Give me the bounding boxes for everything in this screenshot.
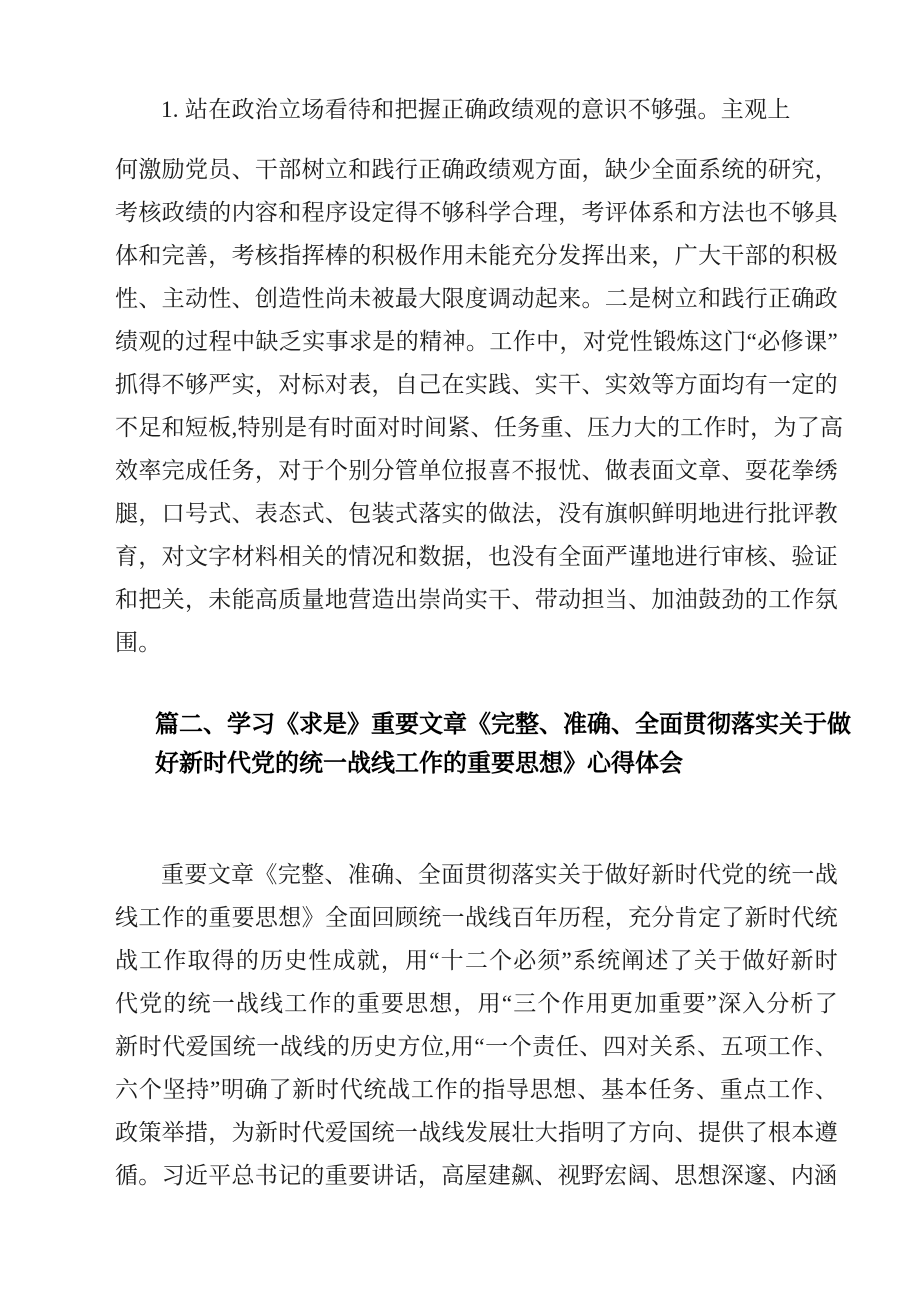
text-line: 抓得不够严实，对标对表，自己在实践、实干、实效等方面均有一定的 [115, 372, 838, 397]
text-line: 体和完善，考核指挥棒的积极作用未能充分发挥出来，广大干部的积极 [115, 243, 838, 268]
text-line: 重要文章《完整、准确、全面贯彻落实关于做好新时代党的统一战 [161, 862, 838, 887]
text-line: 不足和短板,特别是有时面对时间紧、任务重、压力大的工作时，为了高 [115, 415, 844, 440]
text-line: 好新时代党的统一战线工作的重要思想》心得体会 [155, 750, 683, 777]
text-line: 政策举措，为新时代爱国统一战线发展壮大指明了方向、提供了根本遵 [115, 1120, 838, 1145]
section-heading-pian-er [115, 705, 851, 783]
text-line: 围。 [115, 630, 162, 655]
text-line: 育，对文字材料相关的情况和数据，也没有全面严谨地进行审核、验证 [115, 544, 838, 569]
text-line: 代党的统一战线工作的重要思想，用“三个作用更加重要”深入分析了 [115, 991, 838, 1016]
text-line: 腿，口号式、表态式、包装式落实的做法，没有旗帜鲜明地进行批评教 [115, 501, 838, 526]
text-line: 何激励党员、干部树立和践行正确政绩观方面，缺少全面系统的研究， [115, 157, 838, 182]
paragraph-body-2 [115, 853, 838, 1197]
text-line: 考核政绩的内容和程序设定得不够科学合理，考评体系和方法也不够具 [115, 200, 838, 225]
text-line: 篇二、学习《求是》重要文章《完整、准确、全面贯彻落实关于做 [155, 711, 851, 738]
text-line: 线工作的重要思想》全面回顾统一战线百年历程，充分肯定了新时代统 [115, 905, 838, 930]
text-line: 六个坚持”明确了新时代统战工作的指导思想、基本任务、重点工作、 [115, 1077, 838, 1102]
text-line: 效率完成任务，对于个别分管单位报喜不报忧、做表面文章、耍花拳绣 [115, 458, 838, 483]
text-line: 循。习近平总书记的重要讲话，高屋建飙、视野宏阔、思想深邃、内涵 [115, 1163, 838, 1188]
paragraph-numbered-point-1 [115, 88, 838, 131]
text-line: 1. 站在政治立场看待和把握正确政绩观的意识不够强。主观上 [161, 97, 791, 122]
text-line: 战工作取得的历史性成就，用“十二个必须”系统阐述了关于做好新时 [115, 948, 838, 973]
paragraph-body-1 [115, 148, 844, 664]
text-line: 绩观的过程中缺乏实事求是的精神。工作中，对党性锻炼这门“必修课” [115, 329, 838, 354]
text-line: 性、主动性、创造性尚未被最大限度调动起来。二是树立和践行正确政 [115, 286, 838, 311]
text-line: 新时代爱国统一战线的历史方位,用“一个责任、四对关系、五项工作、 [115, 1034, 838, 1059]
text-line: 和把关，未能高质量地营造出崇尚实干、带动担当、加油鼓劲的工作氛 [115, 587, 838, 612]
